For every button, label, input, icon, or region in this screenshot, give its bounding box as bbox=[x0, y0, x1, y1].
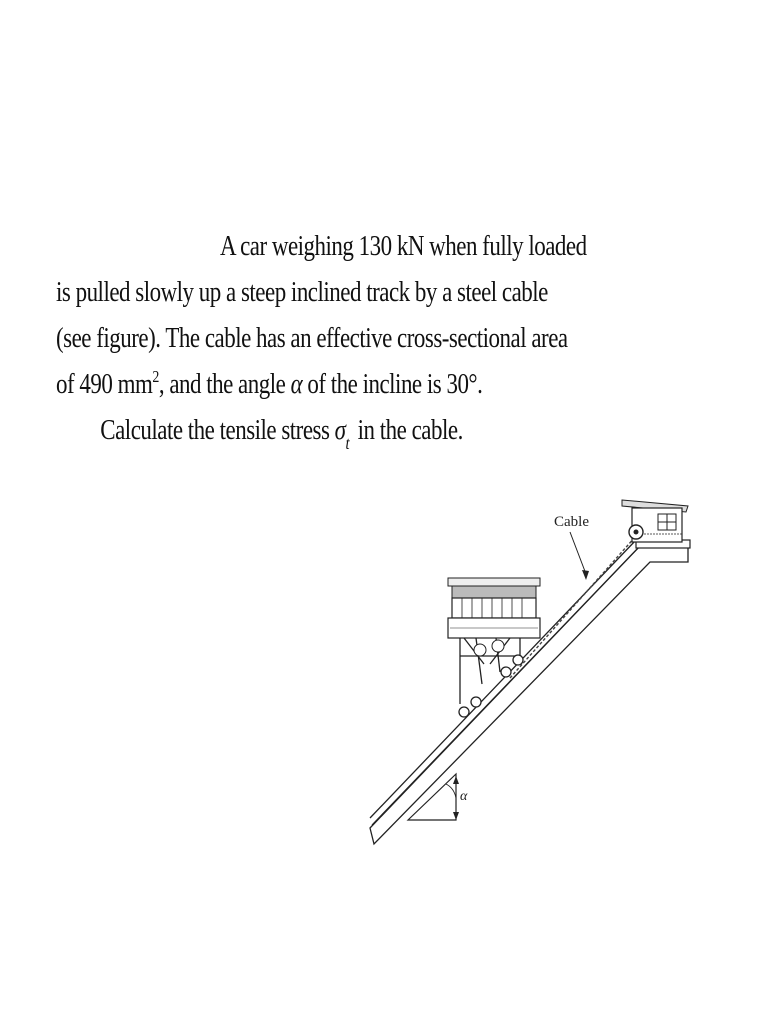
problem-line-1: A car weighing 130 kN when fully loaded bbox=[220, 231, 587, 262]
car-body bbox=[448, 578, 540, 638]
incline-figure-drawing bbox=[360, 488, 700, 848]
problem-statement bbox=[56, 224, 587, 454]
sigma-symbol: σ bbox=[334, 415, 346, 446]
angle-value-text: of the incline is 30°. bbox=[302, 369, 483, 400]
problem-line-2: is pulled slowly up a steep inclined track by a steel cable bbox=[56, 277, 548, 308]
problem-line-4 bbox=[56, 362, 532, 408]
area-text: of 490 mm bbox=[56, 369, 153, 400]
alpha-symbol: α bbox=[290, 369, 303, 400]
problem-line-3: (see figure). The cable has an effective cross-sectional area bbox=[56, 323, 568, 354]
sigma-subscript: t bbox=[345, 433, 350, 453]
angle-text: , and the angle bbox=[158, 369, 291, 400]
question-text-end: in the cable. bbox=[352, 415, 463, 446]
problem-line-5 bbox=[56, 408, 532, 454]
angle-label: α bbox=[460, 789, 468, 804]
cable-leader-line bbox=[570, 532, 586, 574]
incline-figure bbox=[360, 488, 700, 848]
cable-leader-arrow bbox=[582, 570, 589, 580]
question-text: Calculate the tensile stress bbox=[100, 415, 335, 446]
area-exponent: 2 bbox=[152, 367, 159, 386]
cable-label: Cable bbox=[554, 514, 589, 530]
